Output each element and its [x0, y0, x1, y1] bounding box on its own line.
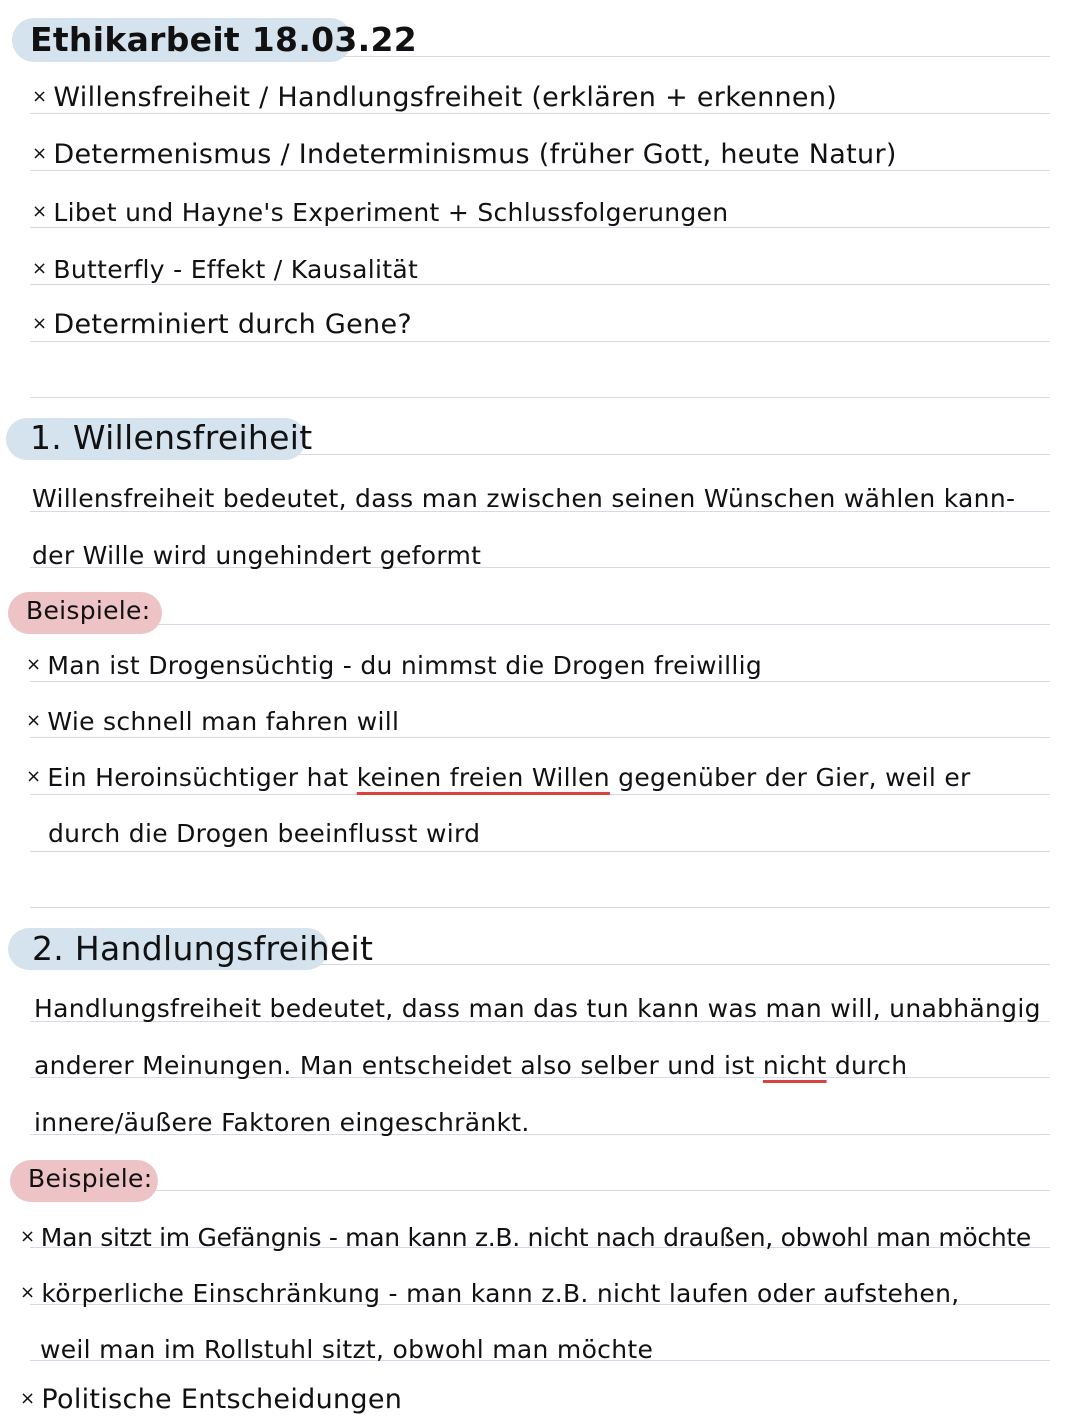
section2-examples-label: Beispiele: [28, 1164, 153, 1193]
list-item: × Libet und Hayne's Experiment + Schlussfolgerungen [32, 195, 728, 230]
page-title: Ethikarbeit 18.03.22 [30, 20, 418, 59]
section2-heading: 2. Handlungsfreiheit [32, 929, 374, 968]
list-item: × Wie schnell man fahren will [26, 704, 399, 739]
section2-definition-line1: Handlungsfreiheit bedeutet, dass man das tun kann was man will, unabhängig [34, 994, 1041, 1023]
list-item: × Willensfreiheit / Handlungsfreiheit (erklären + erkennen) [32, 82, 838, 113]
list-item: × Man sitzt im Gefängnis - man kann z.B. nicht nach draußen, obwohl man möchte [20, 1220, 1031, 1255]
bullet-x-icon: × [26, 766, 42, 787]
underlined-text: nicht [762, 1051, 827, 1080]
rule-line [30, 397, 1050, 398]
section1-examples-label: Beispiele: [26, 596, 151, 625]
bullet-x-icon: × [20, 1282, 36, 1303]
bullet-x-icon: × [32, 258, 48, 279]
section2-definition-line3: innere/äußere Faktoren eingeschränkt. [34, 1108, 530, 1137]
section1-definition-line1: Willensfreiheit bedeutet, dass man zwischen seinen Wünschen wählen kann- [32, 484, 1016, 513]
list-item: × körperliche Einschränkung - man kann z.B. nicht laufen oder aufstehen, [20, 1276, 959, 1311]
bullet-x-icon: × [26, 710, 42, 731]
bullet-x-icon: × [20, 1388, 36, 1409]
bullet-x-icon: × [32, 313, 48, 334]
bullet-x-icon: × [32, 201, 48, 222]
list-item: × Determiniert durch Gene? [32, 309, 412, 340]
list-item: × Man ist Drogensüchtig - du nimmst die Drogen freiwillig [26, 648, 762, 683]
list-item: × Butterfly - Effekt / Kausalität [32, 252, 418, 287]
list-item-continuation: durch die Drogen beeinflusst wird [48, 819, 481, 848]
rule-line [30, 907, 1050, 908]
rule-line [30, 1190, 1050, 1191]
rule-line [30, 624, 1050, 625]
list-item: × Determenismus / Indeterminismus (früher Gott, heute Natur) [32, 139, 897, 170]
list-item: × Ein Heroinsüchtiger hat keinen freien Willen gegenüber der Gier, weil er [26, 760, 971, 795]
bullet-x-icon: × [32, 86, 48, 107]
underlined-text: keinen freien Willen [356, 763, 610, 792]
rule-line [30, 851, 1050, 852]
section1-heading: 1. Willensfreiheit [30, 418, 313, 457]
bullet-x-icon: × [26, 654, 42, 675]
list-item-continuation: weil man im Rollstuhl sitzt, obwohl man möchte [40, 1335, 654, 1364]
bullet-x-icon: × [32, 143, 48, 164]
list-item: × Politische Entscheidungen [20, 1384, 403, 1415]
section1-definition-line2: der Wille wird ungehindert geformt [32, 541, 482, 570]
section2-definition-line2: anderer Meinungen. Man entscheidet also selber und ist nicht durch [34, 1051, 908, 1080]
bullet-x-icon: × [20, 1226, 35, 1247]
